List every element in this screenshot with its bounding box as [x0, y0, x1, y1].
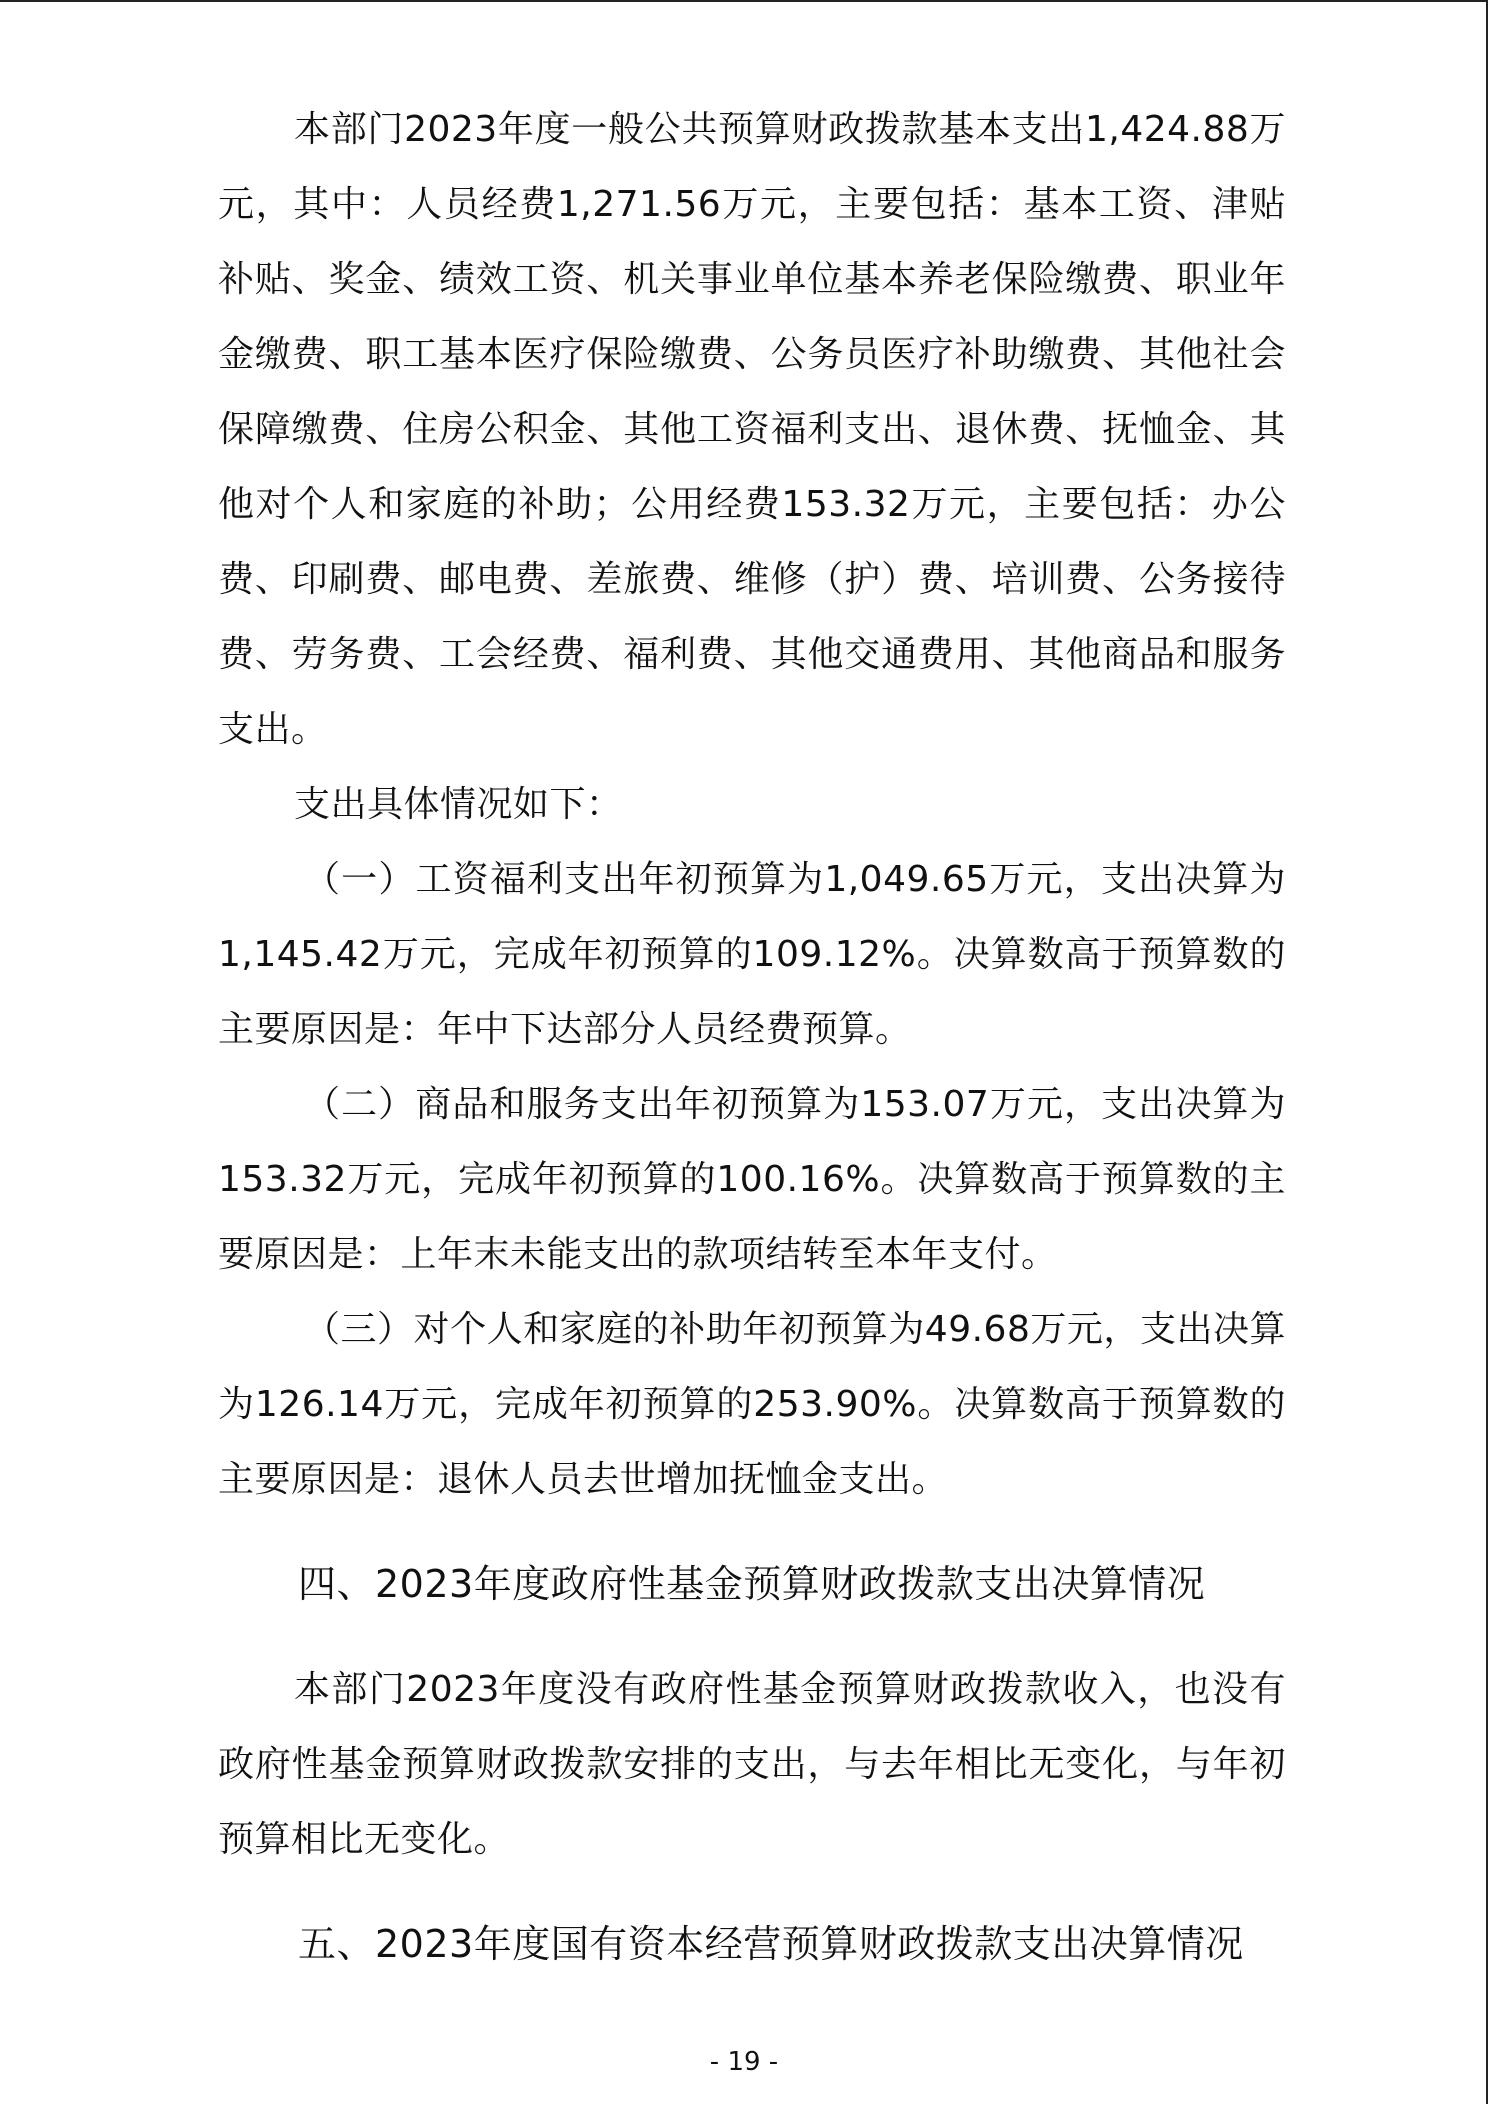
document-body — [218, 92, 1286, 1982]
paragraph-basic-expenditure: 本部门2023年度一般公共预算财政拨款基本支出1,424.88万元，其中：人员经费1,271.56万元，主要包括：基本工资、津贴补贴、奖金、绩效工资、机关事业单位基本养老保险缴费、职业年金缴费、职工基本医疗保险缴费、公务员医疗补助缴费、其他社会保障缴费、住房公积金、其他工资福利支出、退休费、抚恤金、其他对个人和家庭的补助；公用经费153.32万元，主要包括：办公费、印刷费、邮电费、差旅费、维修（护）费、培训费、公务接待费、劳务费、工会经费、福利费、其他交通费用、其他商品和服务支出。 — [218, 109, 1286, 750]
paragraph-goods-services: （二）商品和服务支出年初预算为153.07万元，支出决算为153.32万元，完成年初预算的100.16%。决算数高于预算数的主要原因是：上年末未能支出的款项结转至本年支付。 — [218, 1084, 1286, 1275]
section-heading-government-fund: 四、2023年度政府性基金预算财政拨款支出决算情况 — [298, 1562, 1206, 1606]
paragraph-government-fund: 本部门2023年度没有政府性基金预算财政拨款收入，也没有政府性基金预算财政拨款安排的支出，与去年相比无变化，与年初预算相比无变化。 — [218, 1669, 1286, 1860]
section-heading-state-capital: 五、2023年度国有资本经营预算财政拨款支出决算情况 — [298, 1922, 1244, 1966]
page-number: - 19 - — [709, 2047, 779, 2077]
paragraph-expenditure-intro: 支出具体情况如下： — [294, 784, 623, 825]
paragraph-household-subsidy: （三）对个人和家庭的补助年初预算为49.68万元，支出决算为126.14万元，完成年初预算的253.90%。决算数高于预算数的主要原因是：退休人员去世增加抚恤金支出。 — [218, 1309, 1286, 1500]
top-border-line — [0, 0, 1488, 2]
paragraph-wages-welfare: （一）工资福利支出年初预算为1,049.65万元，支出决算为1,145.42万元，完成年初预算的109.12%。决算数高于预算数的主要原因是：年中下达部分人员经费预算。 — [218, 859, 1286, 1050]
